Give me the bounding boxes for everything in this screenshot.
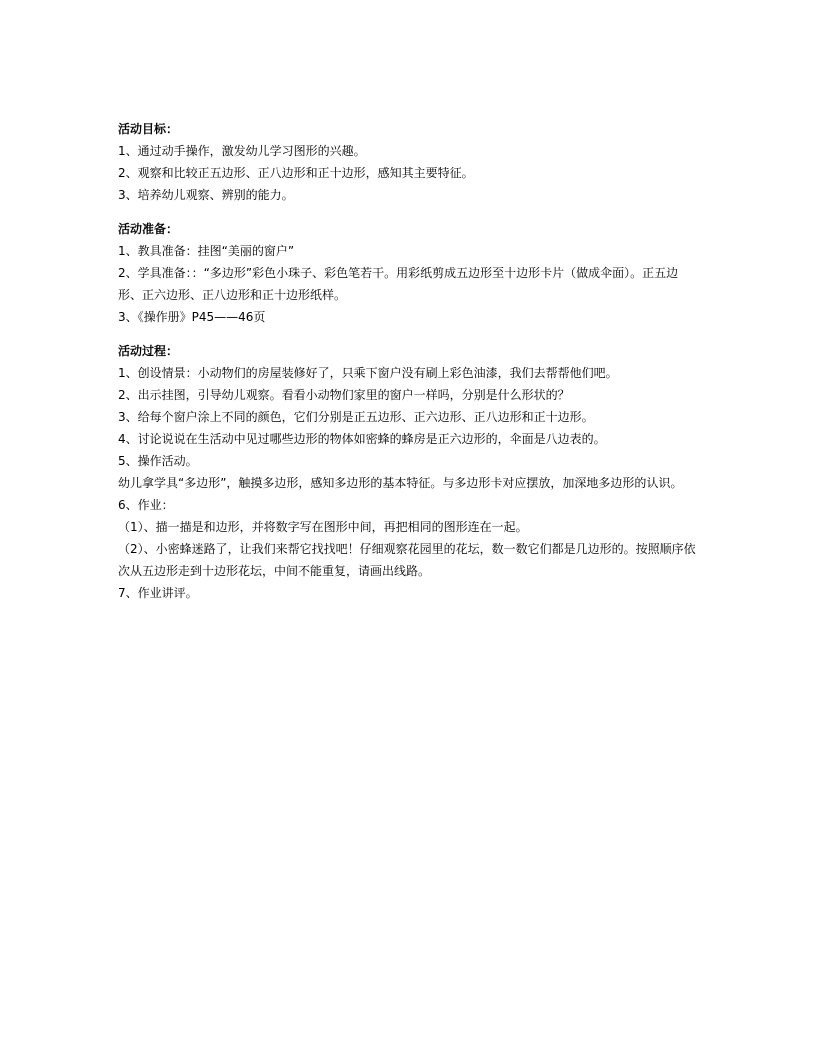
goal-item-3: 3、培养幼儿观察、辨别的能力。: [118, 188, 294, 202]
process-item-6: 6、作业：: [118, 498, 174, 512]
section-heading-goals: 活动目标：: [118, 122, 179, 136]
section-spacer: [118, 328, 700, 340]
goal-item-2: 2、观察和比较正五边形、正八边形和正十边形，感知其主要特征。: [118, 166, 474, 180]
section-goals: [118, 118, 700, 206]
process-item-2: 2、出示挂图，引导幼儿观察。看看小动物们家里的窗户一样吗，分别是什么形状的？: [118, 388, 570, 402]
process-item-7: 7、作业讲评。: [118, 586, 198, 600]
process-item-5-detail: 幼儿拿学具“多边形”，触摸多边形，感知多边形的基本特征。与多边形卡对应摆放，加深地多边形的认识。: [118, 476, 683, 490]
preparation-item-2: 2、学具准备：：“多边形”彩色小珠子、彩色笔若干。用彩纸剪成五边形至十边形卡片（做成伞面）。正五边形、正六边形、正八边形和正十边形纸样。: [118, 266, 679, 302]
process-item-4: 4、讨论说说在生活动中见过哪些边形的物体如密蜂的蜂房是正六边形的，伞面是八边表的。: [118, 432, 606, 446]
preparation-item-1: 1、教具准备：挂图“美丽的窗户”: [118, 244, 295, 258]
section-process: [118, 340, 700, 604]
section-heading-preparation: 活动准备：: [118, 222, 179, 236]
preparation-item-3: 3、《操作册》P45——46页: [118, 310, 266, 324]
process-item-5: 5、操作活动。: [118, 454, 198, 468]
process-item-6-sub-1: （1）、描一描是和边形，并将数字写在图形中间，再把相同的图形连在一起。: [118, 520, 528, 534]
process-item-3: 3、给每个窗户涂上不同的颜色，它们分别是正五边形、正六边形、正八边形和正十边形。: [118, 410, 594, 424]
document-page: [118, 118, 700, 604]
section-spacer: [118, 206, 700, 218]
process-item-6-sub-2: （2）、小密蜂迷路了，让我们来帮它找找吧！仔细观察花园里的花坛，数一数它们都是几边形的。按照顺序依次从五边形走到十边形花坛，中间不能重复，请画出线路。: [118, 542, 696, 578]
process-item-1: 1、创设情景：小动物们的房屋装修好了，只乘下窗户没有刷上彩色油漆，我们去帮帮他们吧。: [118, 366, 618, 380]
section-preparation: [118, 218, 700, 328]
section-heading-process: 活动过程：: [118, 344, 179, 358]
goal-item-1: 1、通过动手操作，激发幼儿学习图形的兴趣。: [118, 144, 366, 158]
